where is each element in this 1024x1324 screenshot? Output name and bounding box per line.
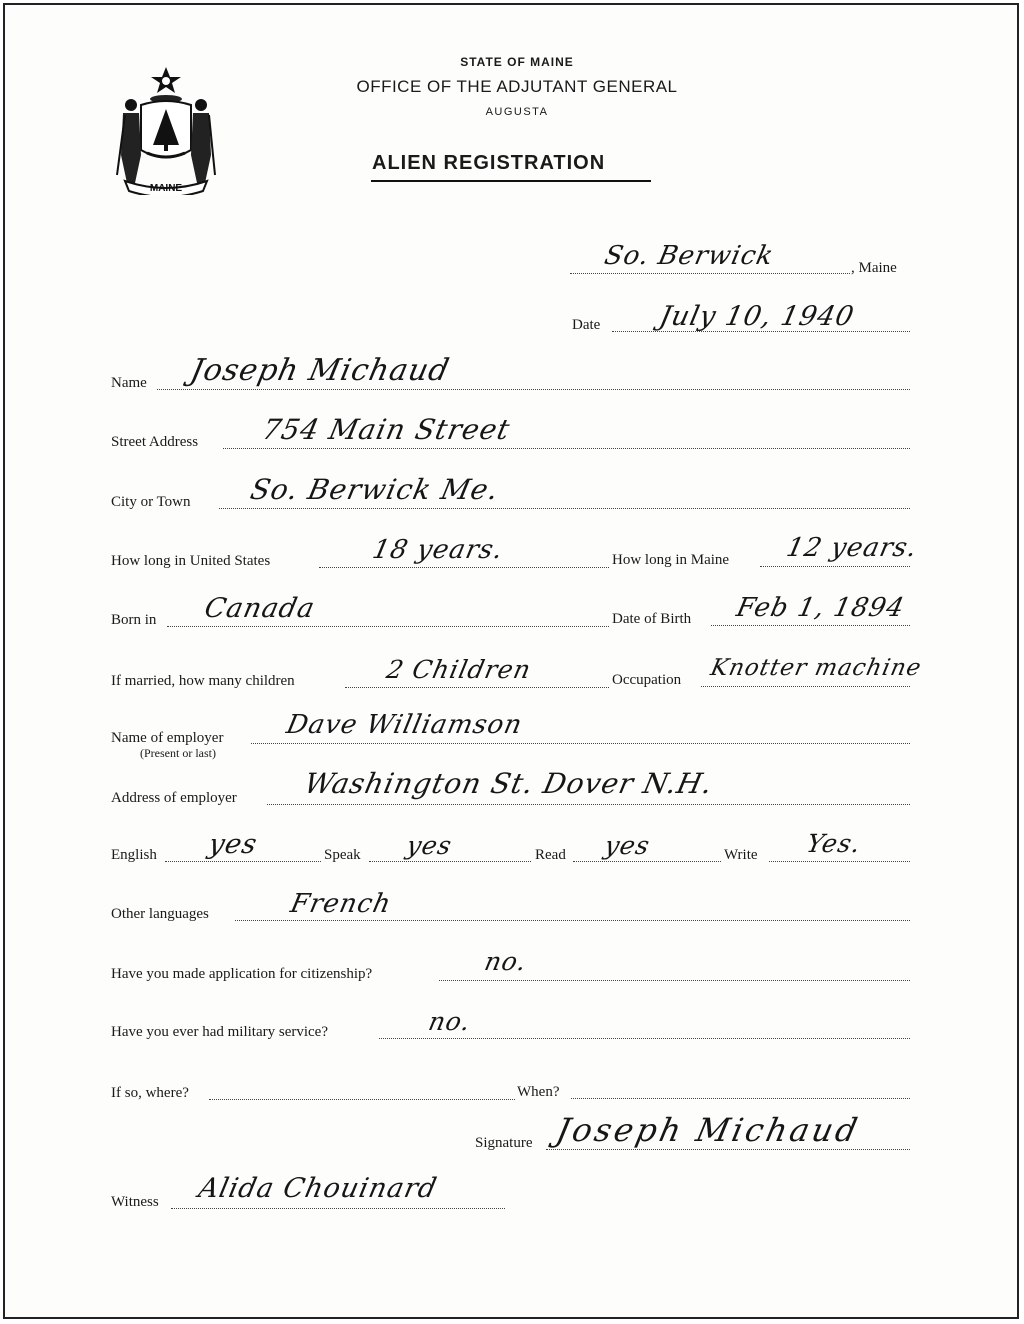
when-field[interactable] <box>571 1098 910 1099</box>
read-entry: yes <box>601 831 653 860</box>
name-entry: Joseph Michaud <box>187 353 453 388</box>
witness-entry: Alida Chouinard <box>195 1173 441 1204</box>
born-in-field[interactable] <box>167 626 609 627</box>
signature-label: Signature <box>475 1135 533 1151</box>
where-field[interactable] <box>209 1099 515 1100</box>
employer-address-entry: Washington St. Dover N.H. <box>301 767 717 800</box>
citizenship-label: Have you made application for citizenship? <box>111 966 373 982</box>
employer-label: Name of employer <box>111 730 224 746</box>
military-field[interactable] <box>379 1038 910 1039</box>
header-office: OFFICE OF THE ADJUTANT GENERAL <box>356 77 678 96</box>
english-field[interactable] <box>165 861 321 862</box>
birth-date-label: Date of Birth <box>612 611 692 627</box>
citizenship-field[interactable] <box>439 980 910 981</box>
place-entry: So. Berwick <box>601 241 777 271</box>
witness-label: Witness <box>111 1194 159 1210</box>
other-languages-label: Other languages <box>111 906 209 922</box>
write-label: Write <box>724 847 758 863</box>
born-in-entry: Canada <box>201 593 318 624</box>
date-entry: July 10, 1940 <box>656 301 858 332</box>
street-label: Street Address <box>111 434 199 450</box>
children-label: If married, how many children <box>111 673 295 689</box>
write-field[interactable] <box>769 861 910 862</box>
date-label: Date <box>572 317 601 333</box>
children-field[interactable] <box>345 687 609 688</box>
years-us-entry: 18 years. <box>369 535 507 565</box>
speak-label: Speak <box>324 847 361 863</box>
place-suffix-label: , Maine <box>851 260 897 276</box>
birth-date-field[interactable] <box>711 625 910 626</box>
speak-entry: yes <box>403 831 455 860</box>
place-field[interactable] <box>570 273 850 274</box>
years-maine-field[interactable] <box>760 566 910 567</box>
form-page <box>3 3 1019 1319</box>
city-field[interactable] <box>219 508 910 509</box>
born-in-label: Born in <box>111 612 157 628</box>
employer-field[interactable] <box>251 743 910 744</box>
employer-note: (Present or last) <box>140 746 216 760</box>
english-entry: yes <box>205 829 261 860</box>
name-field[interactable] <box>157 389 910 390</box>
employer-entry: Dave Williamson <box>283 710 526 740</box>
form-title: ALIEN REGISTRATION <box>372 152 606 174</box>
english-label: English <box>111 847 157 863</box>
children-entry: 2 Children <box>383 655 535 684</box>
header-city: AUGUSTA <box>485 106 549 118</box>
employer-address-label: Address of employer <box>111 790 237 806</box>
signature-entry: Joseph Michaud <box>552 1111 864 1149</box>
when-label: When? <box>517 1084 560 1100</box>
years-maine-label: How long in Maine <box>612 552 730 568</box>
city-entry: So. Berwick Me. <box>247 473 503 506</box>
city-label: City or Town <box>111 494 191 510</box>
header-state: STATE OF MAINE <box>460 55 574 69</box>
seal-banner-text: MAINE <box>149 183 183 194</box>
street-entry: 754 Main Street <box>259 413 514 446</box>
occupation-entry: Knotter machine <box>708 655 925 681</box>
military-label: Have you ever had military service? <box>111 1024 328 1040</box>
name-label: Name <box>111 375 147 391</box>
read-label: Read <box>535 847 566 863</box>
speak-field[interactable] <box>369 861 531 862</box>
years-us-field[interactable] <box>319 567 609 568</box>
citizenship-entry: no. <box>481 947 530 976</box>
where-label: If so, where? <box>111 1085 189 1101</box>
years-us-label: How long in United States <box>111 553 271 569</box>
birth-date-entry: Feb 1, 1894 <box>733 593 908 623</box>
other-languages-field[interactable] <box>235 920 910 921</box>
read-field[interactable] <box>573 861 721 862</box>
witness-field[interactable] <box>171 1208 505 1209</box>
signature-field[interactable] <box>546 1149 910 1150</box>
occupation-field[interactable] <box>701 686 910 687</box>
years-maine-entry: 12 years. <box>783 533 921 563</box>
street-field[interactable] <box>223 448 910 449</box>
military-entry: no. <box>425 1007 474 1036</box>
other-languages-entry: French <box>287 889 395 919</box>
occupation-label: Occupation <box>612 672 682 688</box>
write-entry: Yes. <box>803 829 864 858</box>
title-underline <box>371 180 651 182</box>
employer-address-field[interactable] <box>267 804 910 805</box>
